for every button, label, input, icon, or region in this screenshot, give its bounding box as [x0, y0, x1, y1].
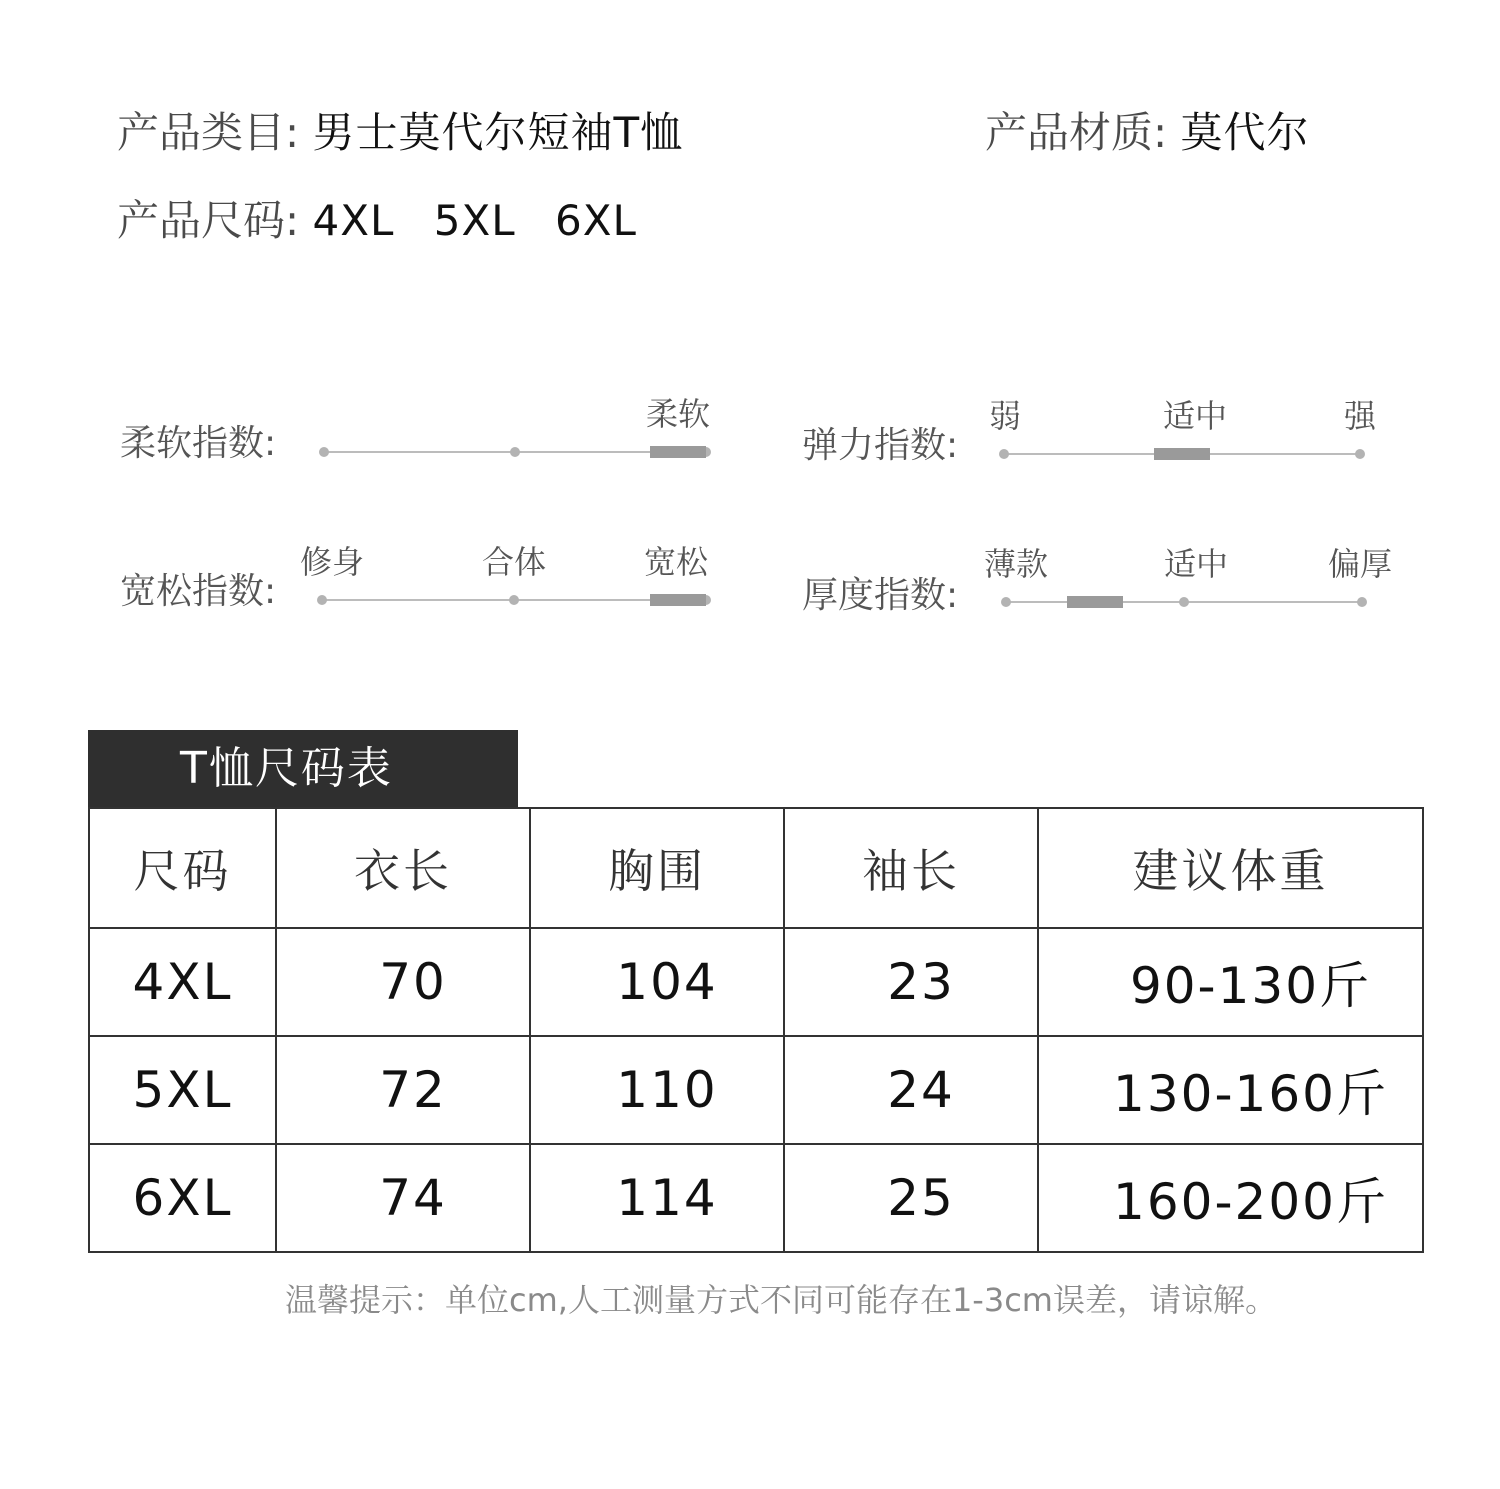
column-header-chest: 胸围 — [530, 808, 784, 928]
table-cell: 74 — [276, 1144, 530, 1252]
softness-index-label: 柔软指数: — [120, 423, 277, 464]
material-line — [985, 108, 1310, 157]
looseness-tick-label: 修身 — [299, 543, 365, 581]
column-header-length: 衣长 — [276, 808, 530, 928]
table-header-row — [89, 808, 1423, 928]
category-label: 产品类目: — [117, 108, 300, 157]
table-cell: 5XL — [89, 1036, 276, 1144]
elasticity-index-label: 弹力指数: — [802, 425, 959, 466]
scale-level-bar — [1067, 596, 1123, 608]
scale-dot — [999, 449, 1009, 459]
table-cell: 70 — [276, 928, 530, 1036]
material-value: 莫代尔 — [1180, 108, 1310, 157]
scale-dot — [317, 595, 327, 605]
table-row — [89, 928, 1423, 1036]
softness-tick-label: 柔软 — [645, 395, 711, 433]
thickness-tick-label: 薄款 — [983, 545, 1049, 583]
table-cell: 130-160斤 — [1038, 1036, 1423, 1144]
column-header-weight: 建议体重 — [1038, 808, 1423, 928]
scale-dot — [1355, 449, 1365, 459]
looseness-tick-label: 宽松 — [643, 543, 709, 581]
size-table — [88, 807, 1424, 1253]
scale-level-bar — [650, 446, 706, 458]
looseness-index-label: 宽松指数: — [120, 571, 277, 612]
table-cell: 104 — [530, 928, 784, 1036]
elasticity-tick-label: 强 — [1343, 397, 1377, 435]
category-value: 男士莫代尔短袖T恤 — [312, 108, 684, 157]
size-option: 5XL — [433, 196, 516, 245]
table-cell: 72 — [276, 1036, 530, 1144]
scale-dot — [1001, 597, 1011, 607]
thickness-scale — [1006, 582, 1362, 622]
scale-dot — [1179, 597, 1189, 607]
thickness-tick-label: 偏厚 — [1327, 545, 1393, 583]
table-cell: 23 — [784, 928, 1038, 1036]
size-label: 产品尺码: — [117, 196, 300, 245]
scale-dot — [509, 595, 519, 605]
size-table-title: T恤尺码表 — [88, 730, 518, 807]
size-option: 6XL — [555, 196, 637, 245]
column-header-size: 尺码 — [89, 808, 276, 928]
table-row — [89, 1036, 1423, 1144]
table-cell: 25 — [784, 1144, 1038, 1252]
table-cell: 90-130斤 — [1038, 928, 1423, 1036]
looseness-scale — [322, 580, 706, 620]
thickness-tick-label: 适中 — [1163, 545, 1229, 583]
elasticity-tick-label: 适中 — [1162, 397, 1228, 435]
scale-dot — [1357, 597, 1367, 607]
size-line — [117, 196, 637, 245]
softness-scale — [324, 432, 706, 472]
scale-dot — [510, 447, 520, 457]
size-option: 4XL — [312, 196, 395, 245]
table-cell: 4XL — [89, 928, 276, 1036]
elasticity-tick-label: 弱 — [988, 397, 1022, 435]
table-cell: 6XL — [89, 1144, 276, 1252]
thickness-index-label: 厚度指数: — [802, 575, 959, 616]
table-cell: 160-200斤 — [1038, 1144, 1423, 1252]
elasticity-scale — [1004, 434, 1360, 474]
table-row — [89, 1144, 1423, 1252]
scale-dot — [319, 447, 329, 457]
table-cell: 114 — [530, 1144, 784, 1252]
category-line — [117, 108, 684, 157]
scale-level-bar — [650, 594, 706, 606]
table-cell: 24 — [784, 1036, 1038, 1144]
column-header-sleeve: 袖长 — [784, 808, 1038, 928]
looseness-tick-label: 合体 — [481, 543, 547, 581]
measurement-note: 温馨提示：单位cm,人工测量方式不同可能存在1-3cm误差，请谅解。 — [285, 1281, 1277, 1319]
material-label: 产品材质: — [985, 108, 1168, 157]
table-cell: 110 — [530, 1036, 784, 1144]
scale-level-bar — [1154, 448, 1210, 460]
